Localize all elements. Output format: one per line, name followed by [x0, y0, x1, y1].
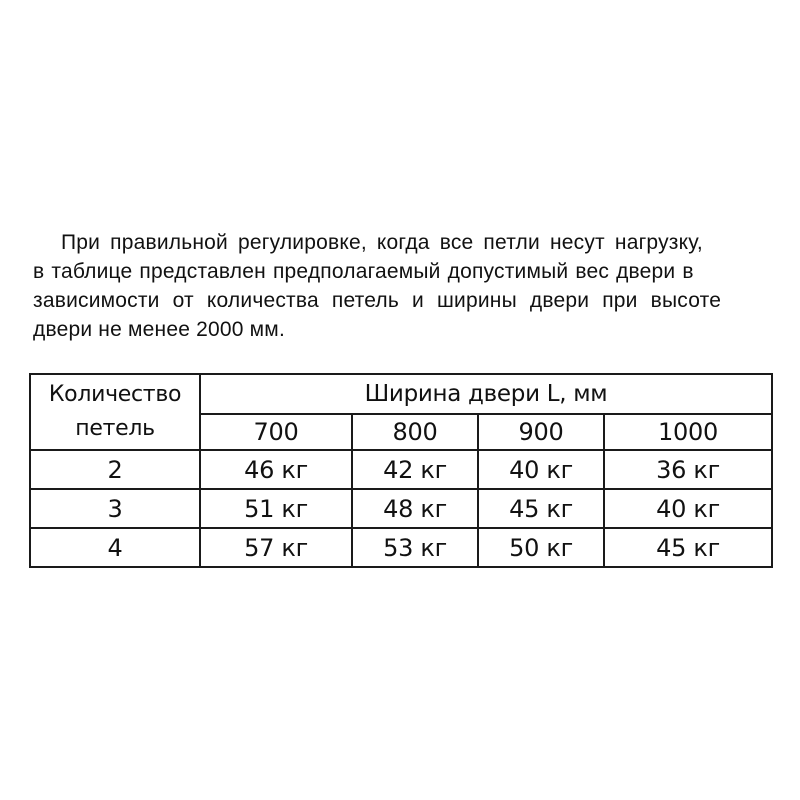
intro-paragraph — [33, 228, 773, 344]
hinges-count-cell: 4 — [30, 528, 200, 567]
door-width-header: Ширина двери L, мм — [200, 374, 772, 414]
width-1000: 1000 — [604, 414, 772, 450]
width-700: 700 — [200, 414, 352, 450]
weight-cell: 46 кг — [200, 450, 352, 489]
weight-cell: 53 кг — [352, 528, 478, 567]
hinges-header-line1: Количество — [48, 382, 182, 407]
hinges-count-header — [30, 374, 200, 450]
intro-line: в таблице представлен предполагаемый допустимый вес двери в — [33, 260, 694, 283]
hinges-header-line2: петель — [75, 416, 155, 441]
weight-cell: 36 кг — [604, 450, 772, 489]
weight-cell: 45 кг — [604, 528, 772, 567]
weight-cell: 42 кг — [352, 450, 478, 489]
intro-line: двери не менее 2000 мм. — [33, 318, 285, 341]
table-row — [30, 450, 772, 489]
weight-cell: 57 кг — [200, 528, 352, 567]
hinges-count-cell: 3 — [30, 489, 200, 528]
weight-cell: 40 кг — [604, 489, 772, 528]
hinges-count-cell: 2 — [30, 450, 200, 489]
table-row — [30, 489, 772, 528]
weight-cell: 50 кг — [478, 528, 604, 567]
table-row — [30, 528, 772, 567]
width-800: 800 — [352, 414, 478, 450]
intro-line: При правильной регулировке, когда все петли несут нагрузку, — [61, 231, 703, 254]
weight-cell: 45 кг — [478, 489, 604, 528]
weight-cell: 51 кг — [200, 489, 352, 528]
door-weight-table — [29, 373, 773, 568]
table-header-row — [30, 374, 772, 414]
weight-cell: 40 кг — [478, 450, 604, 489]
weight-cell: 48 кг — [352, 489, 478, 528]
width-900: 900 — [478, 414, 604, 450]
intro-line: зависимости от количества петель и ширины двери при высоте — [33, 289, 722, 312]
